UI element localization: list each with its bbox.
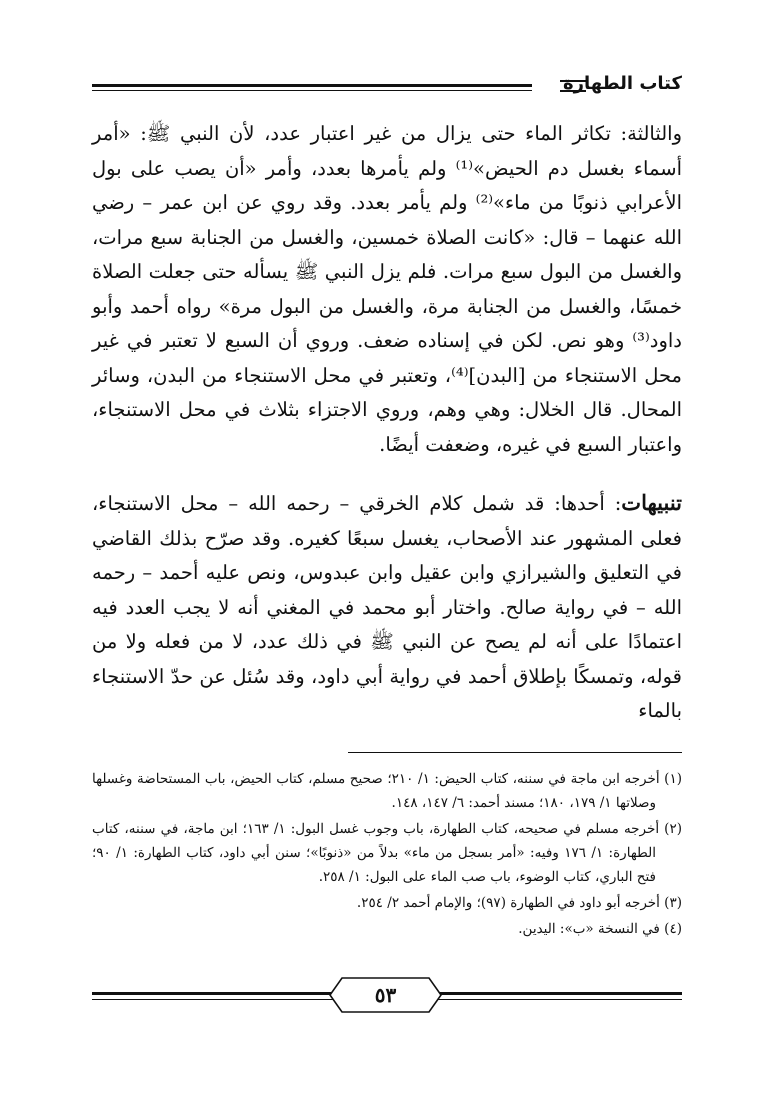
- section-lead: تنبيهات: [621, 490, 682, 515]
- paragraph-tanbihat: [92, 486, 682, 729]
- footnote-1: (١) أخرجه ابن ماجة في سننه، كتاب الحيض: ١/ ٢١٠؛ صحيح مسلم، كتاب الحيض، باب المستحاضة وغسلها وصلاتها ١/ ١٧٩، ١٨٠؛ مسند أحمد: ٦/ ١٤٧، ١٤٨.: [92, 771, 683, 811]
- footnote-4: (٤) في النسخة «ب»: اليدين.: [518, 921, 682, 937]
- paragraph: والثالثة: تكاثر الماء حتى يزال من غير اعتبار عدد، لأن النبي ﷺ: «أمر أسماء بغسل دم الحيض»⁽¹⁾ ولم يأمرها بعدد، وأمر «أن يصب على بول الأعرابي ذنوبًا من ماء»⁽²⁾ ولم يأمر بعدد. وقد روي عن ابن عمر – رضي الله عنهما – قال: «كانت الصلاة خمسين، والغسل من الجنابة سبع مرات، والغسل من البول سبع مرات. فلم يزل النبي ﷺ يسأله حتى جعلت الصلاة خمسًا، والغسل من الجنابة مرة، والغسل من البول مرة» رواه أحمد وأبو داود⁽³⁾ وهو نص. لكن في إسناده ضعف. وروي أن السبع لا تعتبر في غير محل الاستنجاء من [البدن]⁽⁴⁾، وتعتبر في محل الاستنجاء من البدن، وسائر المحال. قال الخلال: وهي وهم، وروي الاجتزاء بثلاث في محل الاستنجاء، واعتبار السبع في غيره، وضعفت أيضًا.: [92, 122, 683, 456]
- paragraph-text: : أحدها: قد شمل كلام الخرقي – رحمه الله – محل الاستنجاء، فعلى المشهور عند الأصحاب، يغسل سبعًا كغيره. وقد صرّح بذلك القاضي في التعليق والشيرازي وابن عقيل وابن عبدوس، ونص عليه أحمد – رحمه الله – في رواية صالح. واختار أبو محمد في المغني أنه لا يجب العدد فيه اعتمادًا على أنه لم يصح عن النبي ﷺ في ذلك عدد، لا من فعله ولا من قوله، وتمسكًا بإطلاق أحمد في رواية أبي داود، وقد سُئل عن حدّ الاستنجاء بالماء: [92, 492, 682, 722]
- footnotes: [92, 767, 682, 943]
- footnote-3: (٣) أخرجه أبو داود في الطهارة (٩٧)؛ والإمام أحمد ٢/ ٢٥٤.: [356, 895, 682, 911]
- footnote-2: (٢) أخرجه مسلم في صحيحه، كتاب الطهارة، باب وجوب غسل البول: ١/ ١٦٣؛ ابن ماجة، في سننه، كتاب الطهارة: ١/ ١٧٦ وفيه: «أمر بسجل من ماء» بدلاً من «ذنوبًا»؛ سنن أبي داود، كتاب الطهارة: ١/ ٩٠؛ فتح الباري، كتاب الوضوء، باب صب الماء على البول: ١/ ٢٥٨.: [92, 821, 682, 885]
- header-rule: [92, 84, 532, 91]
- running-header-title: كتاب الطهارة: [562, 73, 682, 94]
- running-header: [92, 73, 682, 102]
- page-number-frame: [328, 976, 443, 1014]
- main-text: [92, 117, 682, 729]
- page-number: ٥٣: [374, 983, 397, 1007]
- page-footer: [92, 976, 682, 1020]
- footnote-separator: [348, 752, 682, 753]
